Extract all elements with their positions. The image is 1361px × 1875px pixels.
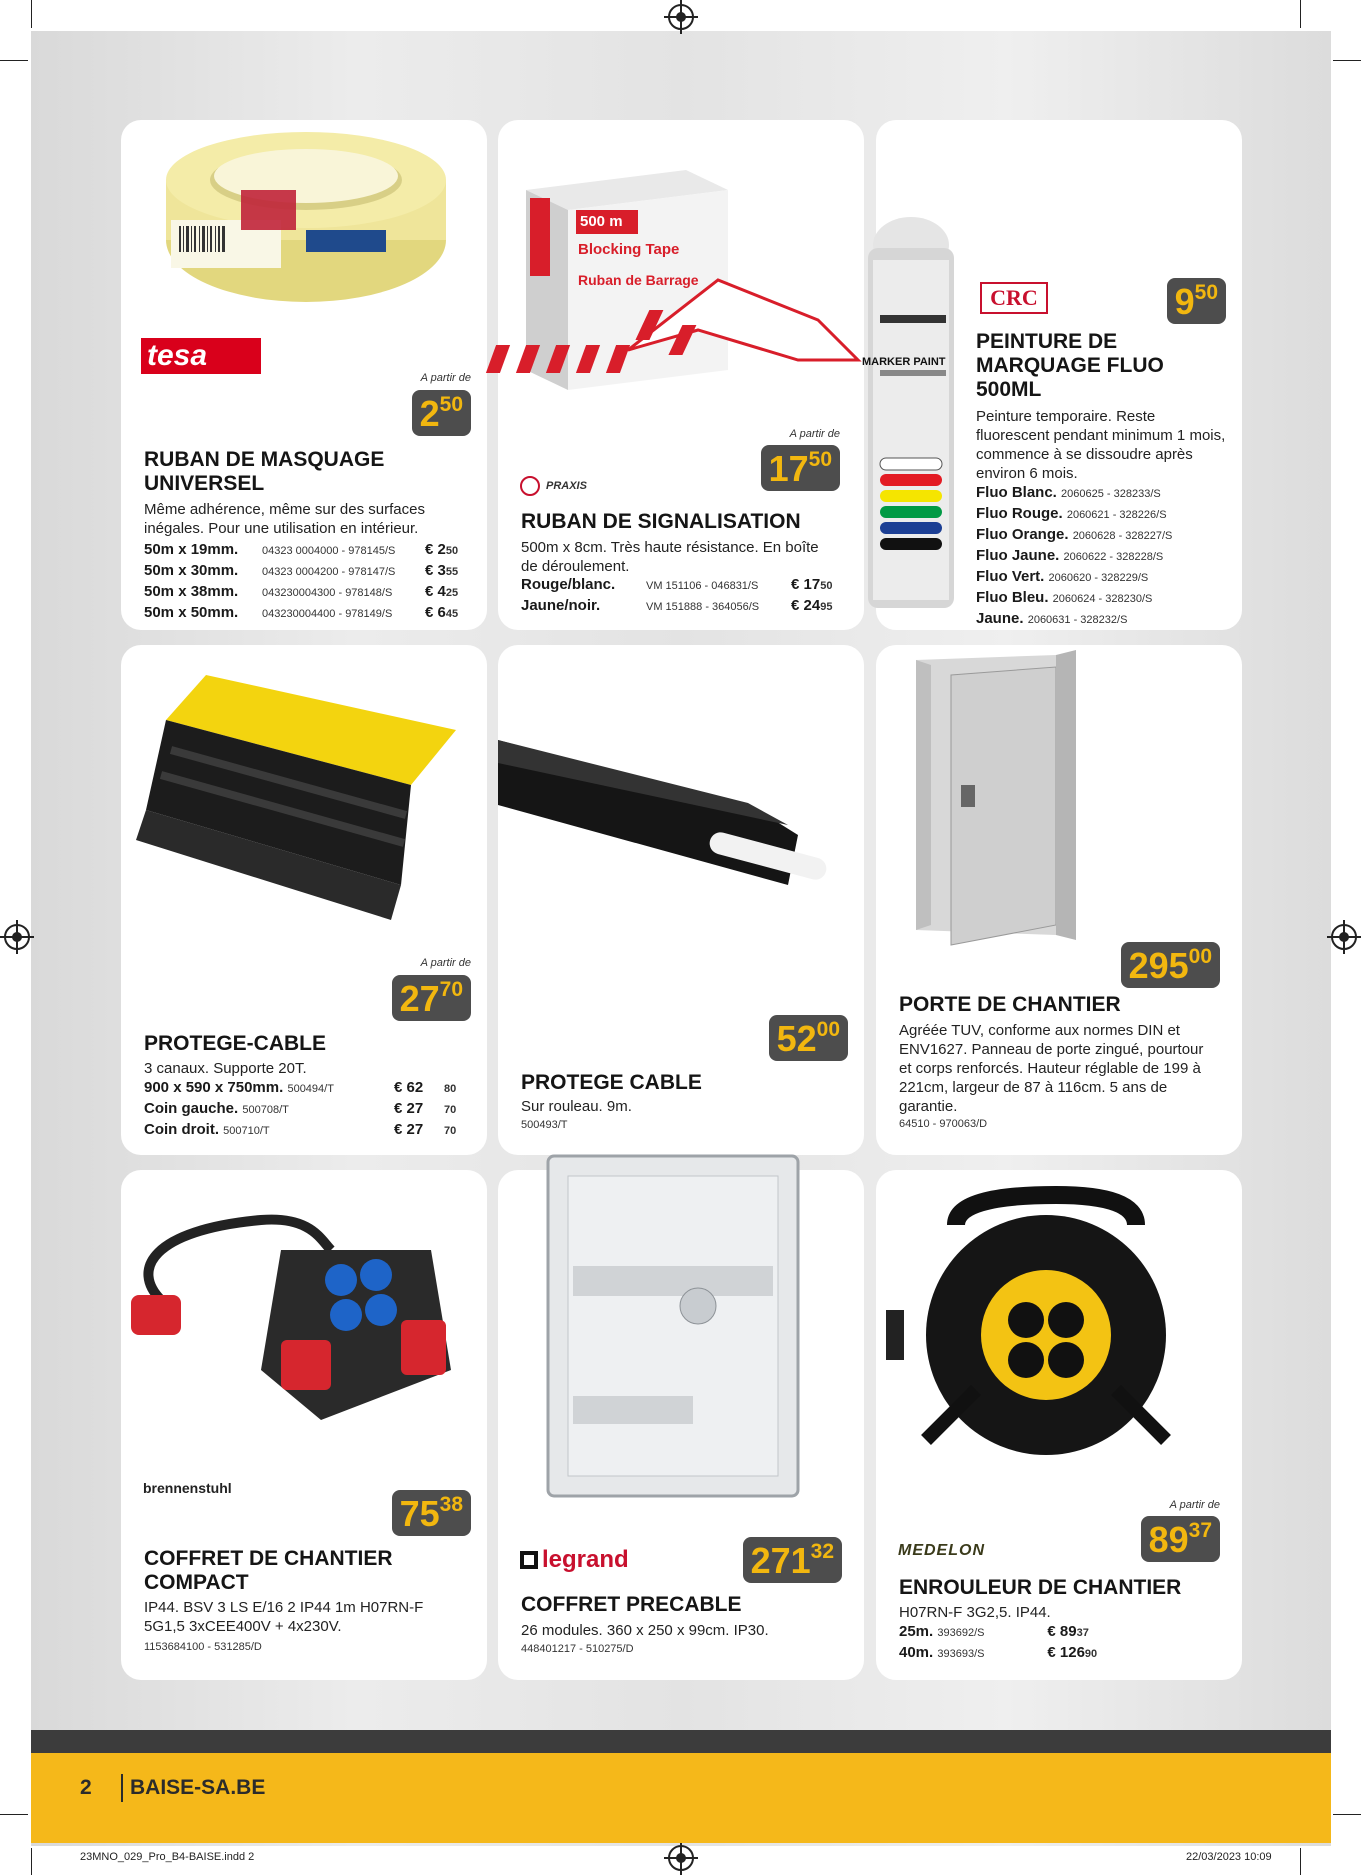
product-title: COFFRET PRECABLE xyxy=(521,1593,742,1616)
product-description: 26 modules. 360 x 250 x 99cm. IP30. xyxy=(521,1622,769,1639)
price-badge xyxy=(769,1015,848,1061)
product-description: Agréée TUV, conforme aux normes DIN et ENV1627. Panneau de porte zingué, pourtour et corps renforcés. Hauteur réglable de 199 à 221cm, largeur de 87 à 116cm. 5 ans de garantie. xyxy=(899,1022,1204,1115)
price-cents: 32 xyxy=(810,1540,834,1563)
slug-date: 22/03/2023 10:09 xyxy=(1186,1851,1272,1863)
color-name: Fluo Bleu. xyxy=(976,589,1049,606)
product-card-signal-tape[interactable] xyxy=(498,120,864,630)
product-title: RUBAN DE SIGNALISATION xyxy=(521,510,801,533)
signal-tape-box-image xyxy=(498,120,864,420)
price-cents: 00 xyxy=(1188,945,1212,968)
praxis-logo xyxy=(520,476,587,496)
price-cents: 38 xyxy=(439,1493,463,1516)
color-name: Jaune. xyxy=(976,610,1024,627)
from-label: A partir de xyxy=(420,372,471,384)
price-badge xyxy=(1167,278,1226,324)
tesa-logo xyxy=(141,338,261,374)
crc-logo-text: CRC xyxy=(990,285,1038,310)
product-title: COFFRET DE CHANTIER COMPACT xyxy=(144,1547,393,1594)
variant-price: € 27 xyxy=(394,1100,424,1117)
color-ref: 2060624 - 328230/S xyxy=(1052,593,1153,605)
variant-list xyxy=(899,1622,1199,1664)
slug-file-name: 23MNO_029_Pro_B4-BAISE.indd 2 xyxy=(80,1851,255,1863)
product-description: 3 canaux. Supporte 20T. xyxy=(144,1060,307,1077)
price-cents: 50 xyxy=(808,448,832,471)
price-main: 2 xyxy=(419,393,440,434)
door-image xyxy=(876,645,1242,975)
praxis-logo-text: PRAXIS xyxy=(546,480,587,492)
legrand-logo xyxy=(520,1546,629,1574)
brennenstuhl-logo xyxy=(143,1480,232,1496)
variant-size: 25m. xyxy=(899,1623,934,1640)
price-badge xyxy=(412,390,471,436)
variant-size: Rouge/blanc. xyxy=(521,576,616,593)
variant-size: Coin droit. xyxy=(144,1121,219,1138)
crop-mark xyxy=(1333,60,1361,61)
price-badge xyxy=(1121,942,1220,988)
variant-cents: 45 xyxy=(445,608,459,620)
product-card-site-door[interactable] xyxy=(876,645,1242,1155)
variant-size: 50m x 38mm. xyxy=(144,583,239,600)
crop-mark xyxy=(0,60,28,61)
product-description: H07RN-F 3G2,5. IP44. xyxy=(899,1604,1051,1621)
medelon-logo-text: MEDELON xyxy=(898,1542,985,1559)
price-main: 27 xyxy=(399,978,440,1019)
product-ref: 64510 - 970063/D xyxy=(899,1118,988,1130)
variant-cents: 70 xyxy=(444,1104,457,1116)
color-row xyxy=(976,525,1236,546)
variant-cents: 95 xyxy=(820,601,833,613)
price-cents: 50 xyxy=(1194,281,1218,304)
registration-mark-icon xyxy=(668,1845,694,1871)
price-cents: 50 xyxy=(439,393,463,416)
variant-row xyxy=(144,1078,474,1099)
product-title: RUBAN DE MASQUAGE UNIVERSEL xyxy=(144,448,385,495)
legrand-logo-text: legrand xyxy=(542,1546,629,1573)
color-name: Fluo Blanc. xyxy=(976,484,1057,501)
cable-protector-image xyxy=(121,645,487,945)
variant-ref: 043230004300 - 978148/S xyxy=(262,587,393,599)
color-row xyxy=(976,609,1236,630)
variant-ref: 04323 0004000 - 978145/S xyxy=(262,545,396,557)
product-ref: 1153684100 - 531285/D xyxy=(144,1641,262,1653)
praxis-logo-icon xyxy=(520,476,540,496)
color-ref: 2060622 - 328228/S xyxy=(1063,551,1164,563)
tesa-logo-text: tesa xyxy=(147,339,208,372)
color-ref: 2060628 - 328227/S xyxy=(1072,530,1173,542)
product-card-cable-reel[interactable] xyxy=(876,1170,1242,1680)
variant-size: 40m. xyxy=(899,1644,934,1661)
variant-row xyxy=(144,582,474,603)
price-main: 9 xyxy=(1174,281,1195,322)
variant-list xyxy=(521,575,851,617)
variant-cents: 50 xyxy=(445,545,459,557)
product-description: IP44. BSV 3 LS E/16 2 IP44 1m H07RN-F 5G1,5 3xCEE400V + 4x230V. xyxy=(144,1599,424,1635)
variant-cents: 50 xyxy=(820,580,833,592)
variant-size: Coin gauche. xyxy=(144,1100,239,1117)
variant-row xyxy=(144,1120,474,1141)
prewired-box-image xyxy=(498,1146,864,1506)
variant-list xyxy=(144,1078,474,1141)
color-row xyxy=(976,588,1236,609)
product-card-prewired-box[interactable] xyxy=(498,1170,864,1680)
footer-dark-band xyxy=(31,1730,1331,1753)
variant-ref: 04323 0004200 - 978147/S xyxy=(262,566,396,578)
price-main: 89 xyxy=(1148,1519,1189,1560)
variant-row xyxy=(521,575,851,596)
medelon-logo xyxy=(898,1542,985,1560)
distribution-box-image xyxy=(121,1170,487,1470)
product-description: 500m x 8cm. Très haute résistance. En boîte de déroulement. xyxy=(521,539,819,575)
variant-cents: 55 xyxy=(445,566,459,578)
color-name: Fluo Jaune. xyxy=(976,547,1060,564)
variant-price: € 24 xyxy=(791,597,821,614)
price-badge xyxy=(761,445,840,491)
price-badge xyxy=(392,975,471,1021)
from-label: A partir de xyxy=(1169,1499,1220,1511)
product-card-marker-paint[interactable] xyxy=(862,120,1242,630)
variant-cents: 80 xyxy=(444,1083,457,1095)
variant-size: 900 x 590 x 750mm. xyxy=(144,1079,284,1096)
price-main: 52 xyxy=(776,1018,817,1059)
price-badge xyxy=(743,1537,842,1583)
product-card-cable-protector[interactable] xyxy=(121,645,487,1155)
registration-mark-icon xyxy=(668,4,694,30)
page-number: 2 xyxy=(80,1776,92,1799)
box-label-blocking: Blocking Tape xyxy=(578,241,680,258)
price-badge xyxy=(392,1490,471,1536)
price-cents: 00 xyxy=(816,1018,840,1041)
box-label-barrage: Ruban de Barrage xyxy=(578,272,699,288)
variant-ref: 393692/S xyxy=(937,1627,985,1639)
product-title: PROTEGE CABLE xyxy=(521,1071,702,1094)
spray-can-image xyxy=(856,220,966,630)
price-main: 271 xyxy=(750,1540,811,1581)
variant-size: 50m x 30mm. xyxy=(144,562,239,579)
legrand-logo-icon xyxy=(520,1551,538,1569)
variant-row xyxy=(144,603,474,624)
variant-row xyxy=(144,561,474,582)
color-row xyxy=(976,546,1236,567)
color-name: Fluo Orange. xyxy=(976,526,1069,543)
cable-roll-image xyxy=(498,645,864,905)
variant-row xyxy=(521,596,851,617)
variant-cents: 70 xyxy=(444,1125,457,1137)
crop-mark xyxy=(31,1848,32,1875)
product-description: Même adhérence, même sur des surfaces inégales. Pour une utilisation en intérieur. xyxy=(144,501,425,537)
box-label-length: 500 m xyxy=(580,213,623,230)
color-name: Fluo Rouge. xyxy=(976,505,1063,522)
variant-size: 50m x 19mm. xyxy=(144,541,239,558)
product-card-cable-roll[interactable] xyxy=(498,645,864,1155)
crop-mark xyxy=(31,0,32,28)
price-main: 17 xyxy=(768,448,809,489)
color-row xyxy=(976,504,1236,525)
website-link[interactable]: BAISE-SA.BE xyxy=(130,1776,266,1799)
crc-logo xyxy=(980,282,1048,314)
variant-price: € 62 xyxy=(394,1079,424,1096)
variant-row xyxy=(144,540,474,561)
variant-ref: 043230004400 - 978149/S xyxy=(262,608,393,620)
product-ref: 448401217 - 510275/D xyxy=(521,1643,634,1655)
variant-cents: 90 xyxy=(1084,1648,1098,1660)
product-title: ENROULEUR DE CHANTIER xyxy=(899,1576,1182,1599)
product-title: PROTEGE-CABLE xyxy=(144,1032,327,1055)
brennenstuhl-logo-text: brennenstuhl xyxy=(143,1480,232,1496)
variant-size: Jaune/noir. xyxy=(521,597,601,614)
product-ref: 500493/T xyxy=(521,1119,568,1131)
product-description: Peinture temporaire. Reste fluorescent pendant minimum 1 mois, commence à se dissoudre après environ 6 mois. xyxy=(976,408,1226,482)
variant-price: € 17 xyxy=(791,576,821,593)
crop-mark xyxy=(1300,1848,1301,1875)
variant-row xyxy=(899,1622,1199,1643)
color-ref: 2060631 - 328232/S xyxy=(1027,614,1128,626)
color-ref: 2060620 - 328229/S xyxy=(1048,572,1149,584)
variant-ref: VM 151888 - 364056/S xyxy=(646,601,760,613)
variant-price: € 3 xyxy=(425,562,446,579)
color-row xyxy=(976,483,1236,504)
variant-list xyxy=(144,540,474,624)
price-cents: 37 xyxy=(1188,1519,1212,1542)
variant-price: € 126 xyxy=(1047,1644,1085,1661)
variant-ref: 393693/S xyxy=(937,1648,985,1660)
footer-separator xyxy=(121,1774,123,1802)
variant-price: € 2 xyxy=(425,541,446,558)
from-label: A partir de xyxy=(789,428,840,440)
variant-cents: 37 xyxy=(1076,1627,1089,1639)
variant-ref: 500708/T xyxy=(242,1104,289,1116)
crop-mark xyxy=(0,1814,28,1815)
variant-row xyxy=(899,1643,1199,1664)
registration-mark-icon xyxy=(1331,924,1357,950)
color-ref: 2060621 - 328226/S xyxy=(1066,509,1167,521)
product-card-masking-tape[interactable] xyxy=(121,120,487,630)
price-main: 295 xyxy=(1128,945,1189,986)
cable-reel-image xyxy=(876,1170,1242,1490)
color-list xyxy=(976,483,1236,630)
variant-price: € 27 xyxy=(394,1121,424,1138)
variant-price: € 89 xyxy=(1047,1623,1077,1640)
price-main: 75 xyxy=(399,1493,440,1534)
variant-ref: 500710/T xyxy=(223,1125,270,1137)
registration-mark-icon xyxy=(4,924,30,950)
price-badge xyxy=(1141,1516,1220,1562)
variant-ref: 500494/T xyxy=(287,1083,334,1095)
can-label: MARKER PAINT xyxy=(862,356,946,368)
color-name: Fluo Vert. xyxy=(976,568,1045,585)
variant-ref: VM 151106 - 046831/S xyxy=(646,580,759,592)
variant-price: € 6 xyxy=(425,604,446,621)
price-cents: 70 xyxy=(439,978,463,1001)
product-card-site-box[interactable] xyxy=(121,1170,487,1680)
from-label: A partir de xyxy=(420,957,471,969)
variant-cents: 25 xyxy=(445,587,459,599)
variant-row xyxy=(144,1099,474,1120)
product-description: Sur rouleau. 9m. xyxy=(521,1098,632,1115)
product-title: PORTE DE CHANTIER xyxy=(899,993,1121,1016)
crop-mark xyxy=(1333,1814,1361,1815)
variant-price: € 4 xyxy=(425,583,446,600)
color-ref: 2060625 - 328233/S xyxy=(1061,488,1161,500)
product-title: PEINTURE DE MARQUAGE FLUO 500ML xyxy=(976,330,1164,401)
variant-size: 50m x 50mm. xyxy=(144,604,239,621)
color-row xyxy=(976,567,1236,588)
crop-mark xyxy=(1300,0,1301,28)
